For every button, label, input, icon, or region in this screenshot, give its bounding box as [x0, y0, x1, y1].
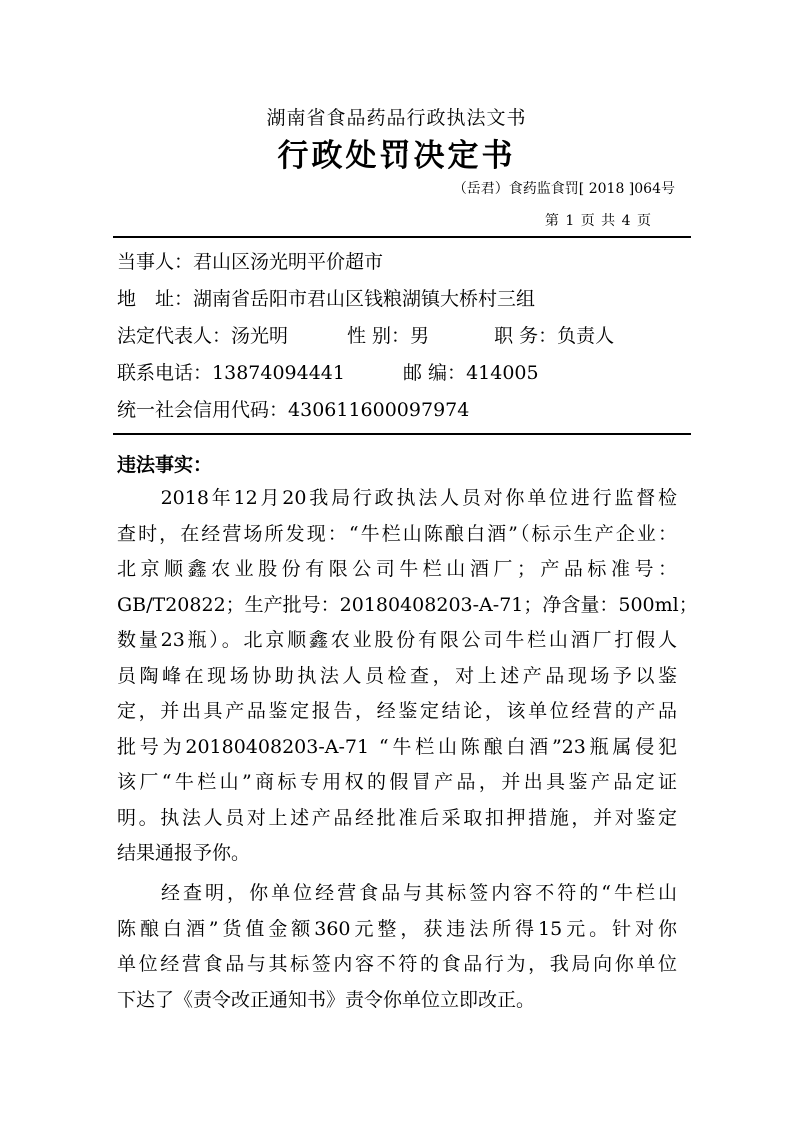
credit-code-value: 430611600097974	[288, 399, 470, 421]
representative-label: 法定代表人：	[117, 325, 232, 347]
document-title: 行政处罚决定书	[277, 138, 516, 174]
paragraph-line: 数量23瓶）。北京顺鑫农业股份有限公司牛栏山酒厂打假人	[117, 629, 677, 651]
position-label: 职 务：	[494, 325, 558, 347]
facts-paragraph-1	[117, 481, 698, 872]
party-info	[117, 244, 695, 429]
paragraph-line: 明。执法人员对上述产品经批准后采取扣押措施，并对鉴定	[117, 806, 677, 829]
postcode-value: 414005	[466, 362, 539, 384]
paragraph-line: 北京顺鑫农业股份有限公司牛栏山酒厂；产品标准号：	[117, 558, 677, 580]
gender-label: 性 别：	[347, 325, 411, 347]
middle-divider	[113, 433, 691, 435]
party-contact-row	[117, 355, 695, 392]
party-name-row	[117, 244, 695, 281]
party-address-label: 地 址：	[117, 288, 194, 310]
position-value: 负责人	[557, 325, 615, 347]
paragraph-line: 员陶峰在现场协助执法人员检查，对上述产品现场予以鉴	[117, 664, 677, 687]
document-series-title: 湖南省食品药品行政执法文书	[266, 107, 527, 129]
paragraph-line: GB/T20822；生产批号：20180408203-A-71；净含量：500ml；	[117, 593, 698, 616]
paragraph-line: 批号为20180408203-A-71 “牛栏山陈酿白酒”23瓶属侵犯	[117, 735, 677, 758]
paragraph-line: 查时，在经营场所发现：“牛栏山陈酿白酒”（标示生产企业：	[117, 522, 677, 545]
postcode-label: 邮 编：	[403, 362, 467, 384]
phone-label: 联系电话：	[117, 362, 213, 384]
party-name-label: 当事人：	[117, 251, 194, 273]
paragraph-line: 定，并出具产品鉴定报告，经鉴定结论，该单位经营的产品	[117, 700, 677, 722]
facts-paragraph-2	[117, 876, 677, 1018]
credit-code-label: 统一社会信用代码：	[117, 399, 289, 421]
phone-value: 13874094441	[212, 362, 345, 384]
paragraph-line: 单位经营食品与其标签内容不符的食品行为，我局向你单位	[117, 953, 677, 975]
party-credit-code-row	[117, 392, 695, 429]
paragraph-line: 结果通报予你。	[117, 842, 251, 864]
party-address-row	[117, 281, 695, 318]
party-address-value: 湖南省岳阳市君山区钱粮湖镇大桥村三组	[193, 288, 536, 310]
paragraph-line: 该厂“牛栏山”商标专用权的假冒产品，并出具鉴产品定证	[117, 771, 677, 793]
paragraph-line: 经查明，你单位经营食品与其标签内容不符的“牛栏山	[117, 882, 677, 904]
top-divider	[113, 236, 691, 238]
facts-heading: 违法事实：	[117, 454, 213, 476]
party-name-value: 君山区汤光明平价超市	[193, 251, 384, 273]
paragraph-line: 2018年12月20我局行政执法人员对你单位进行监督检	[117, 487, 677, 509]
page-indicator: 第 1 页 共 4 页	[544, 213, 651, 229]
party-representative-row	[117, 318, 695, 355]
representative-value: 汤光明	[231, 325, 289, 347]
gender-value: 男	[410, 325, 430, 347]
paragraph-line: 下达了《责令改正通知书》责令你单位立即改正。	[117, 988, 536, 1011]
document-number: （岳君）食药监食罚[ 2018 ]064号	[452, 181, 675, 197]
paragraph-line: 陈酿白酒”货值金额360元整，获违法所得15元。针对你	[117, 917, 677, 940]
